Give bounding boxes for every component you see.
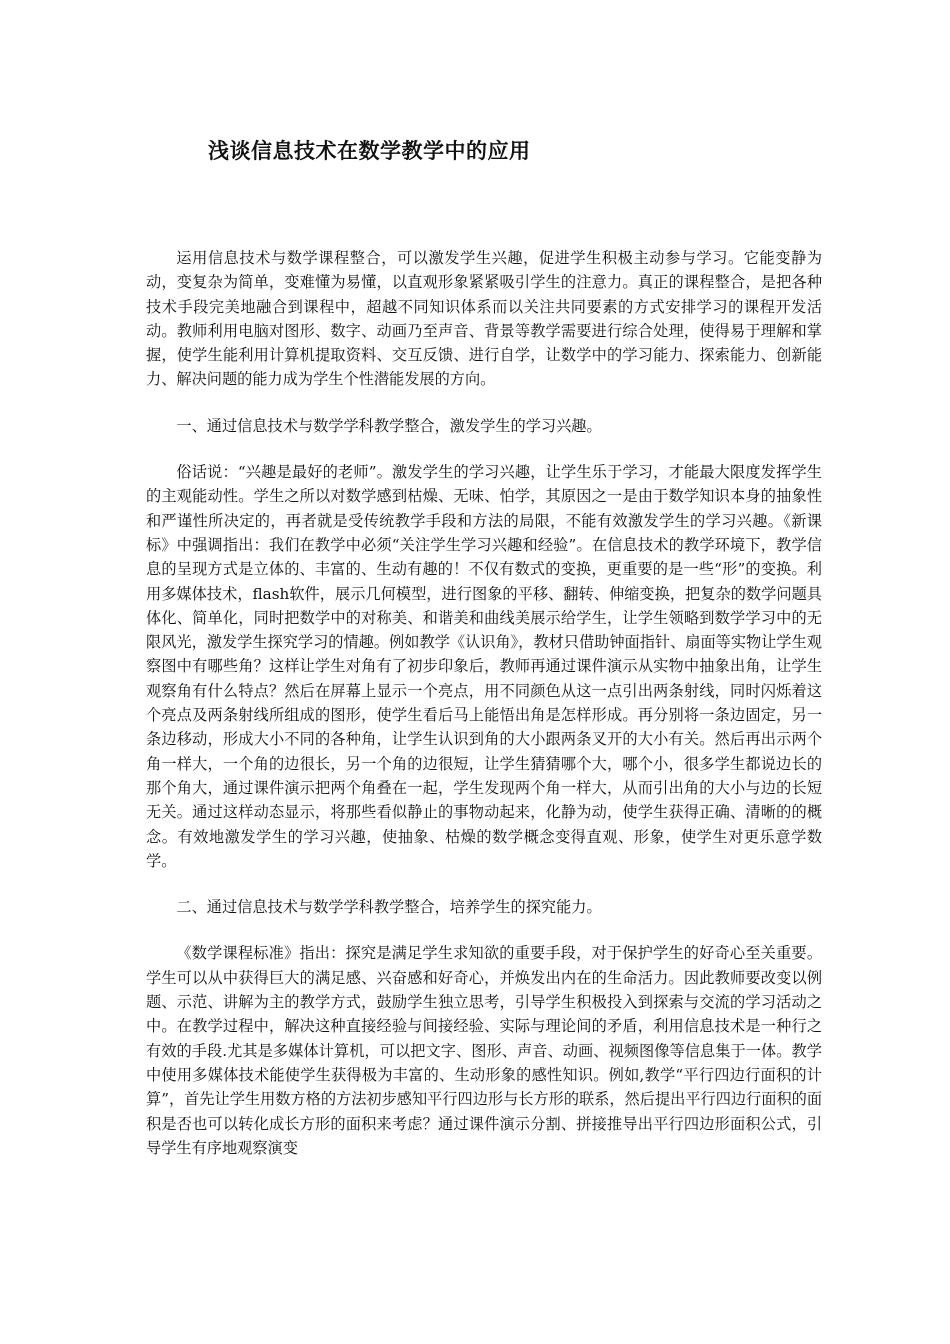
section-heading-2: 二、通过信息技术与数学学科教学整合，培养学生的探究能力。 — [176, 898, 602, 917]
section-2-paragraph: 《数学课程标准》指出：探究是满足学生求知欲的重要手段，对于保护学生的好奇心至关重要。学生可以从中获得巨大的满足感、兴奋感和好奇心，并焕发出内在的生命活力。因此教师要改变以例题、示范、讲解为主的教学方式，鼓励学生独立思考，引导学生积极投入到探索与交流的学习活动之中。在教学过程中，解决这种直接经验与间接经验、实际与理论间的矛盾，利用信息技术是一种行之有效的手段.尤其是多媒体计算机，可以把文字、图形、声音、动画、视频图像等信息集于一体。教学中使用多媒体技术能使学生获得极为丰富的、生动形象的感性知识。例如,教学“平行四边行面积的计算”，首先让学生用数方格的方法初步感知平行四边形与长方形的联系，然后提出平行四边行面积的面积是否也可以转化成长方形的面积来考虑？通过课件演示分割、拼接推导出平行四边形面积公式，引导学生有序地观察演变 — [146, 944, 823, 1157]
section-1-paragraph: 俗话说：“兴趣是最好的老师”。激发学生的学习兴趣，让学生乐于学习，才能最大限度发挥学生的主观能动性。学生之所以对数学感到枯燥、无味、怕学，其原因之一是由于数学知识本身的抽象性和严谨性所决定的，再者就是受传统教学手段和方法的局限，不能有效激发学生的学习兴趣。《新课标》中强调指出：我们在教学中必须“关注学生学习兴趣和经验”。在信息技术的教学环境下，教学信息的呈现方式是立体的、丰富的、生动有趣的！不仅有数式的变换，更重要的是一些“形”的变换。利用多媒体技术，flash软件，展示几何模型，进行图象的平移、翻转、伸缩变换，把复杂的数学问题具体化、简单化，同时把数学中的对称美、和谐美和曲线美展示给学生，让学生领略到数学学习中的无限风光，激发学生探究学习的情趣。例如教学《认识角》，教材只借助钟面指针、扇面等实物让学生观察图中有哪些角？这样让学生对角有了初步印象后，教师再通过课件演示从实物中抽象出角，让学生观察角有什么特点？然后在屏幕上显示一个亮点，用不同颜色从这一点引出两条射线，同时闪烁着这个亮点及两条射线所组成的图形，使学生看后马上能悟出角是怎样形成。再分别将一条边固定，另一条边移动，形成大小不同的各种角，让学生认识到角的大小跟两条叉开的大小有关。然后再出示两个角一样大，一个角的边很长，另一个角的边很短，让学生猜猜哪个大，哪个小，很多学生都说边长的那个角大，通过课件演示把两个角叠在一起，学生发现两个角一样大，从而引出角的大小与边的长短无关。通过这样动态显示，将那些看似静止的事物动起来，化静为动，使学生获得正确、清晰的的概念。有效地激发学生的学习兴趣，使抽象、枯燥的数学概念变得直观、形象，使学生对更乐意学数学。 — [146, 463, 822, 870]
document-body — [146, 246, 822, 1182]
intro-paragraph: 运用信息技术与数学课程整合，可以激发学生兴趣，促进学生积极主动参与学习。它能变静为动，变复杂为简单，变难懂为易懂，以直观形象紧紧吸引学生的注意力。真正的课程整合，是把各种技术手段完美地融合到课程中，超越不同知识体系而以关注共同要素的方式安排学习的课程开发活动。教师利用电脑对图形、数字、动画乃至声音、背景等教学需要进行综合处理，使得易于理解和掌握，使学生能利用计算机提取资料、交互反馈、进行自学，让数学中的学习能力、探索能力、创新能力、解决问题的能力成为学生个性潜能发展的方向。 — [146, 249, 822, 389]
document-title: 浅谈信息技术在数学教学中的应用 — [208, 139, 531, 163]
section-heading-1: 一、通过信息技术与数学学科教学整合，激发学生的学习兴趣。 — [176, 416, 602, 435]
